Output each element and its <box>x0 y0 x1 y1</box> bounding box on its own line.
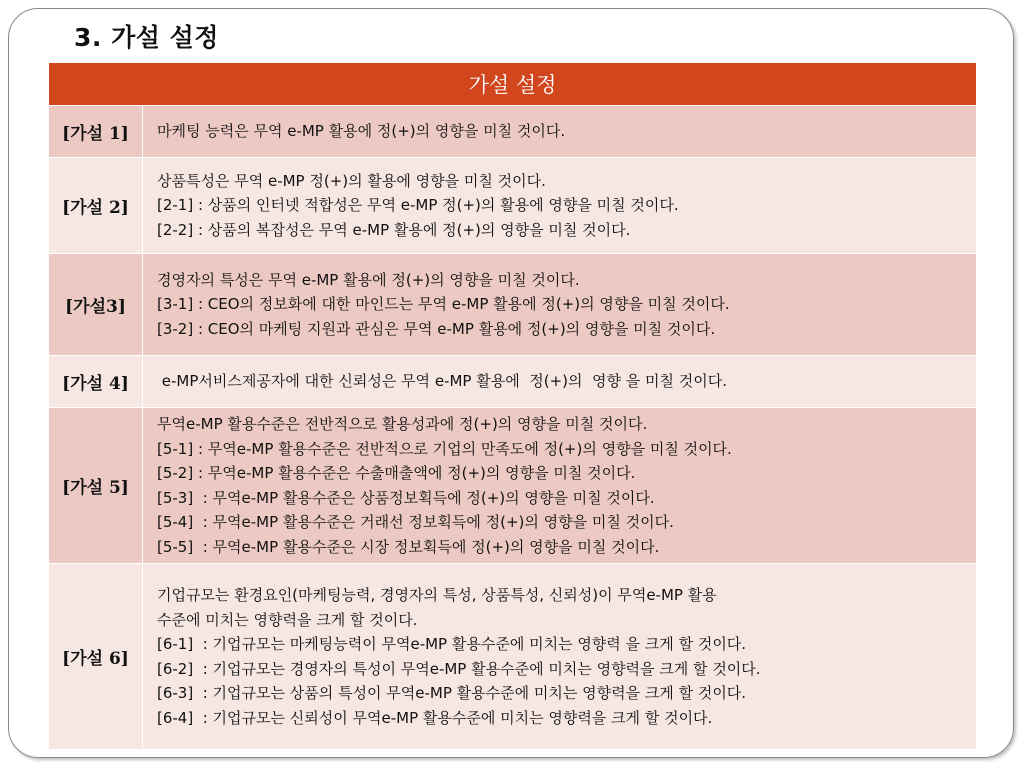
hypothesis-line: e-MP서비스제공자에 대한 신뢰성은 무역 e-MP 활용에 정(+)의 영향 을 미칠 것이다. <box>157 372 728 391</box>
hypothesis-line: 상품특성은 무역 e-MP 정(+)의 활용에 영향을 미칠 것이다. <box>157 171 546 190</box>
hypothesis-content <box>143 564 977 750</box>
hypothesis-content <box>143 408 977 564</box>
hypothesis-table <box>48 62 977 750</box>
table-header-row <box>49 63 977 106</box>
hypothesis-line: [2-2] : 상품의 복잡성은 무역 e-MP 활용에 정(+)의 영향을 미칠 것이다. <box>157 220 631 239</box>
table-row <box>49 356 977 408</box>
hypothesis-label: [가설3] <box>49 254 143 356</box>
hypothesis-content <box>143 254 977 356</box>
hypothesis-label: [가설 4] <box>49 356 143 408</box>
hypothesis-line: [3-2] : CEO의 마케팅 지원과 관심은 무역 e-MP 활용에 정(+)의 영향을 미칠 것이다. <box>157 319 716 338</box>
hypothesis-line: 수준에 미치는 영향력을 크게 할 것이다. <box>157 610 418 629</box>
table-row <box>49 564 977 750</box>
hypothesis-line: 경영자의 특성은 무역 e-MP 활용에 정(+)의 영향을 미칠 것이다. <box>157 270 580 289</box>
hypothesis-line: [5-4] : 무역e-MP 활용수준은 거래선 정보획득에 정(+)의 영향을 미칠 것이다. <box>157 513 674 531</box>
hypothesis-line: 마케팅 능력은 무역 e-MP 활용에 정(+)의 영향을 미칠 것이다. <box>157 122 566 141</box>
hypothesis-label: [가설 6] <box>49 564 143 750</box>
table-body <box>49 106 977 750</box>
hypothesis-line: [5-3] : 무역e-MP 활용수준은 상품정보획득에 정(+)의 영향을 미칠 것이다. <box>157 488 655 507</box>
hypothesis-line: 무역e-MP 활용수준은 전반적으로 활용성과에 정(+)의 영향을 미칠 것이다. <box>157 415 648 433</box>
hypothesis-line: [6-1] : 기업규모는 마케팅능력이 무역e-MP 활용수준에 미치는 영향력 을 크게 할 것이다. <box>157 635 747 653</box>
hypothesis-line: [6-4] : 기업규모는 신뢰성이 무역e-MP 활용수준에 미치는 영향력을 크게 할 것이다. <box>157 708 713 727</box>
hypothesis-content <box>143 158 977 254</box>
hypothesis-line: [5-2] : 무역e-MP 활용수준은 수출매출액에 정(+)의 영향을 미칠 것이다. <box>157 464 636 482</box>
hypothesis-label: [가설 1] <box>49 106 143 158</box>
hypothesis-line: [2-1] : 상품의 인터넷 적합성은 무역 e-MP 정(+)의 활용에 영향을 미칠 것이다. <box>157 196 679 215</box>
slide-title: 3. 가설 설정 <box>74 23 219 52</box>
table-header: 가설 설정 <box>49 63 977 106</box>
hypothesis-line: [6-3] : 기업규모는 상품의 특성이 무역e-MP 활용수준에 미치는 영향력을 크게 할 것이다. <box>157 684 747 702</box>
table-row <box>49 106 977 158</box>
hypothesis-line: [5-1] : 무역e-MP 활용수준은 전반적으로 기업의 만족도에 정(+)의 영향을 미칠 것이다. <box>157 439 732 458</box>
table-row <box>49 158 977 254</box>
hypothesis-line: [3-1] : CEO의 정보화에 대한 마인드는 무역 e-MP 활용에 정(+)의 영향을 미칠 것이다. <box>157 295 730 314</box>
hypothesis-line: 기업규모는 환경요인(마케팅능력, 경영자의 특성, 상품특성, 신뢰성)이 무역e-MP 활용 <box>157 586 717 604</box>
hypothesis-content <box>143 356 977 408</box>
hypothesis-label: [가설 2] <box>49 158 143 254</box>
hypothesis-table-container <box>48 62 976 748</box>
hypothesis-label: [가설 5] <box>49 408 143 564</box>
hypothesis-content <box>143 106 977 158</box>
table-row <box>49 254 977 356</box>
hypothesis-line: [6-2] : 기업규모는 경영자의 특성이 무역e-MP 활용수준에 미치는 영향력을 크게 할 것이다. <box>157 659 761 678</box>
table-row <box>49 408 977 564</box>
hypothesis-line: [5-5] : 무역e-MP 활용수준은 시장 정보획득에 정(+)의 영향을 미칠 것이다. <box>157 537 660 556</box>
